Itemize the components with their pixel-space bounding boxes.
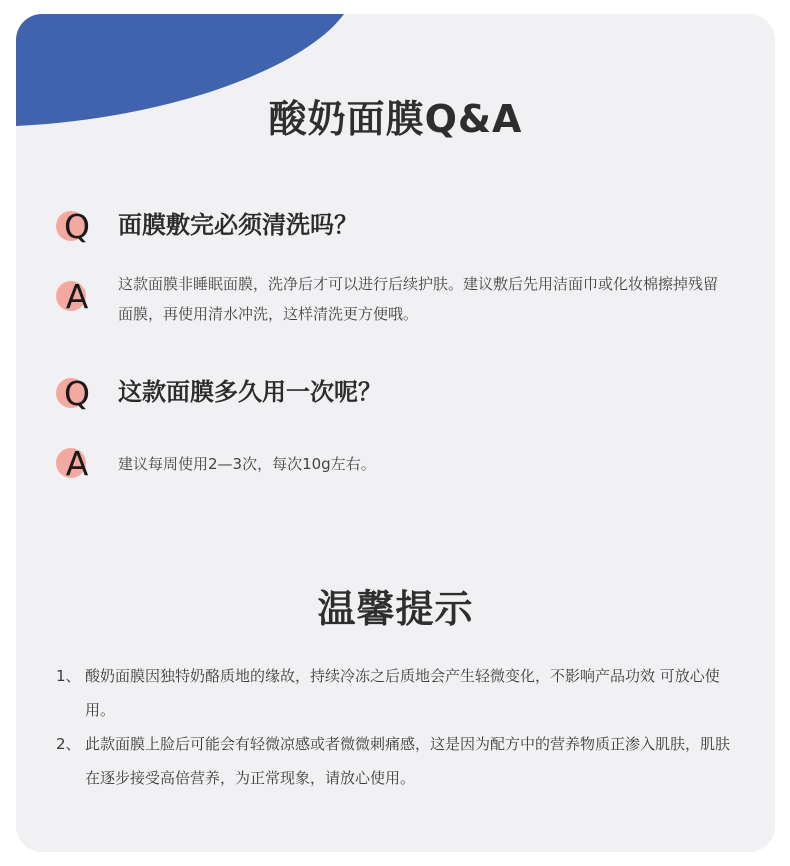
info-card [16, 14, 775, 852]
answer-text: 这款面膜非睡眠面膜，洗净后才可以进行后续护肤。建议敷后先用洁面巾或化妆棉擦掉残留面膜，再使用清水冲洗，这样清洗更方便哦。 [118, 275, 719, 323]
tip-text: 酸奶面膜因独特奶酪质地的缘故，持续冷冻之后质地会产生轻微变化，不影响产品功效 可放心使用。 [85, 667, 720, 719]
question-letter: Q [64, 374, 90, 413]
answer-letter: A [65, 444, 89, 483]
answer-badge [54, 442, 98, 486]
tip-number: 2、 [56, 735, 81, 753]
question-letter: Q [64, 207, 90, 246]
answer-text: 建议每周使用2—3次，每次10g左右。 [118, 455, 376, 473]
qa-section-title: 酸奶面膜Q&A [268, 97, 523, 141]
tips-list [56, 659, 736, 795]
question-text: 这款面膜多久用一次呢？ [118, 378, 382, 406]
question-badge [54, 372, 98, 416]
tip-item [56, 659, 736, 727]
tip-item [56, 727, 736, 795]
answer-letter: A [65, 277, 89, 316]
question-badge [54, 205, 98, 249]
answer-badge [54, 275, 98, 319]
tip-text: 此款面膜上脸后可能会有轻微凉感或者微微刺痛感，这是因为配方中的营养物质正渗入肌肤，肌肤在逐步接受高倍营养，为正常现象，请放心使用。 [85, 735, 731, 787]
tips-section-title: 温馨提示 [317, 587, 474, 631]
tip-number: 1、 [56, 667, 81, 685]
question-text: 面膜敷完必须清洗吗？ [118, 211, 358, 239]
